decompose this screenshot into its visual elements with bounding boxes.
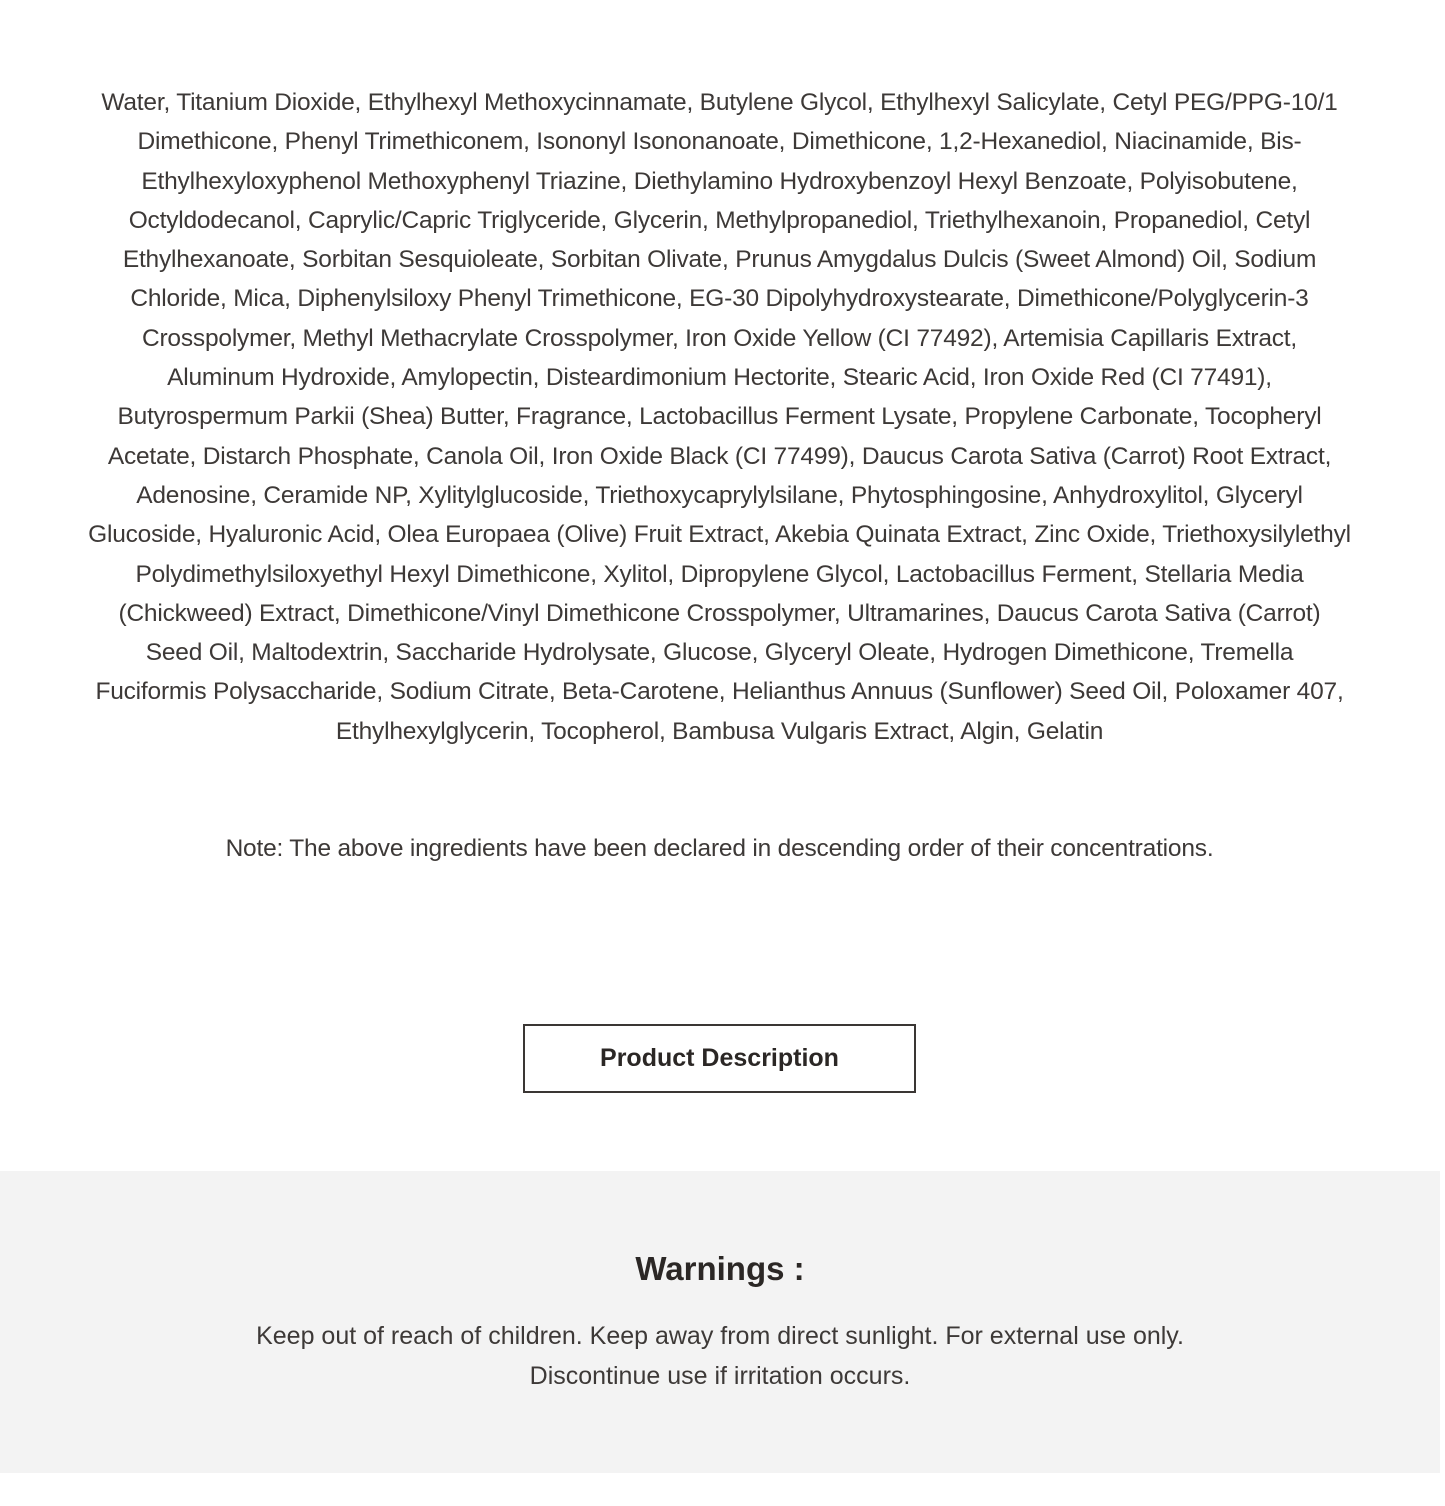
ingredients-note: Note: The above ingredients have been declared in descending order of their concentrations. [225, 835, 1214, 862]
product-description-button[interactable]: Product Description [523, 1024, 916, 1093]
ingredients-list: Water, Titanium Dioxide, Ethylhexyl Methoxycinnamate, Butylene Glycol, Ethylhexyl Salicylate, Cetyl PEG/PPG-10/1 Dimethicone, Phenyl Trimethiconem, Isononyl Isononanoate, Dimethicone, 1,2-Hexanediol, Niacinamide, Bis-Ethylhexyloxyphenol Methoxyphenyl Triazine, Diethylamino Hydroxybenzoyl Hexyl Benzoate, Polyisobutene, Octyldodecanol, Caprylic/Capric Triglyceride, Glycerin, Methylpropanediol, Triethylhexanoin, Propanediol, Cetyl Ethylhexanoate, Sorbitan Sesquioleate, Sorbitan Olivate, Prunus Amygdalus Dulcis (Sweet Almond) Oil, Sodium Chloride, Mica, Diphenylsiloxy Phenyl Trimethicone, EG-30 Dipolyhydroxystearate, Dimethicone/Polyglycerin-3 Crosspolymer, Methyl Methacrylate Crosspolymer, Iron Oxide Yellow (CI 77492), Artemisia Capillaris Extract, Aluminum Hydroxide, Amylopectin, Disteardimonium Hectorite, Stearic Acid, Iron Oxide Red (CI 77491), Butyrospermum Parkii (Shea) Butter, Fragrance, Lactobacillus Ferment Lysate, Propylene Carbonate, Tocopheryl Acetate, Distarch Phosphate, Canola Oil, Iron Oxide Black (CI 77499), Daucus Carota Sativa (Carrot) Root Extract, Adenosine, Ceramide NP, Xylitylglucoside, Triethoxycaprylylsilane, Phytosphingosine, Anhydroxylitol, Glyceryl Glucoside, Hyaluronic Acid, Olea Europaea (Olive) Fruit Extract, Akebia Quinata Extract, Zinc Oxide, Triethoxysilylethyl Polydimethylsiloxyethyl Hexyl Dimethicone, Xylitol, Dipropylene Glycol, Lactobacillus Ferment, Stellaria Media (Chickweed) Extract, Dimethicone/Vinyl Dimethicone Crosspolymer, Ultramarines, Daucus Carota Sativa (Carrot) Seed Oil, Maltodextrin, Saccharide Hydrolysate, Glucose, Glyceryl Oleate, Hydrogen Dimethicone, Tremella Fuciformis Polysaccharide, Sodium Citrate, Beta-Carotene, Helianthus Annuus (Sunflower) Seed Oil, Poloxamer 407, Ethylhexylglycerin, Tocopherol, Bambusa Vulgaris Extract, Algin, Gelatin [88, 89, 1351, 745]
warnings-line-1: Keep out of reach of children. Keep away from direct sunlight. For external use only. [256, 1322, 1184, 1350]
warnings-text [0, 1317, 1440, 1396]
warnings-line-2: Discontinue use if irritation occurs. [529, 1361, 911, 1390]
warnings-title: Warnings : [635, 1250, 805, 1287]
warnings-section [0, 1171, 1440, 1473]
